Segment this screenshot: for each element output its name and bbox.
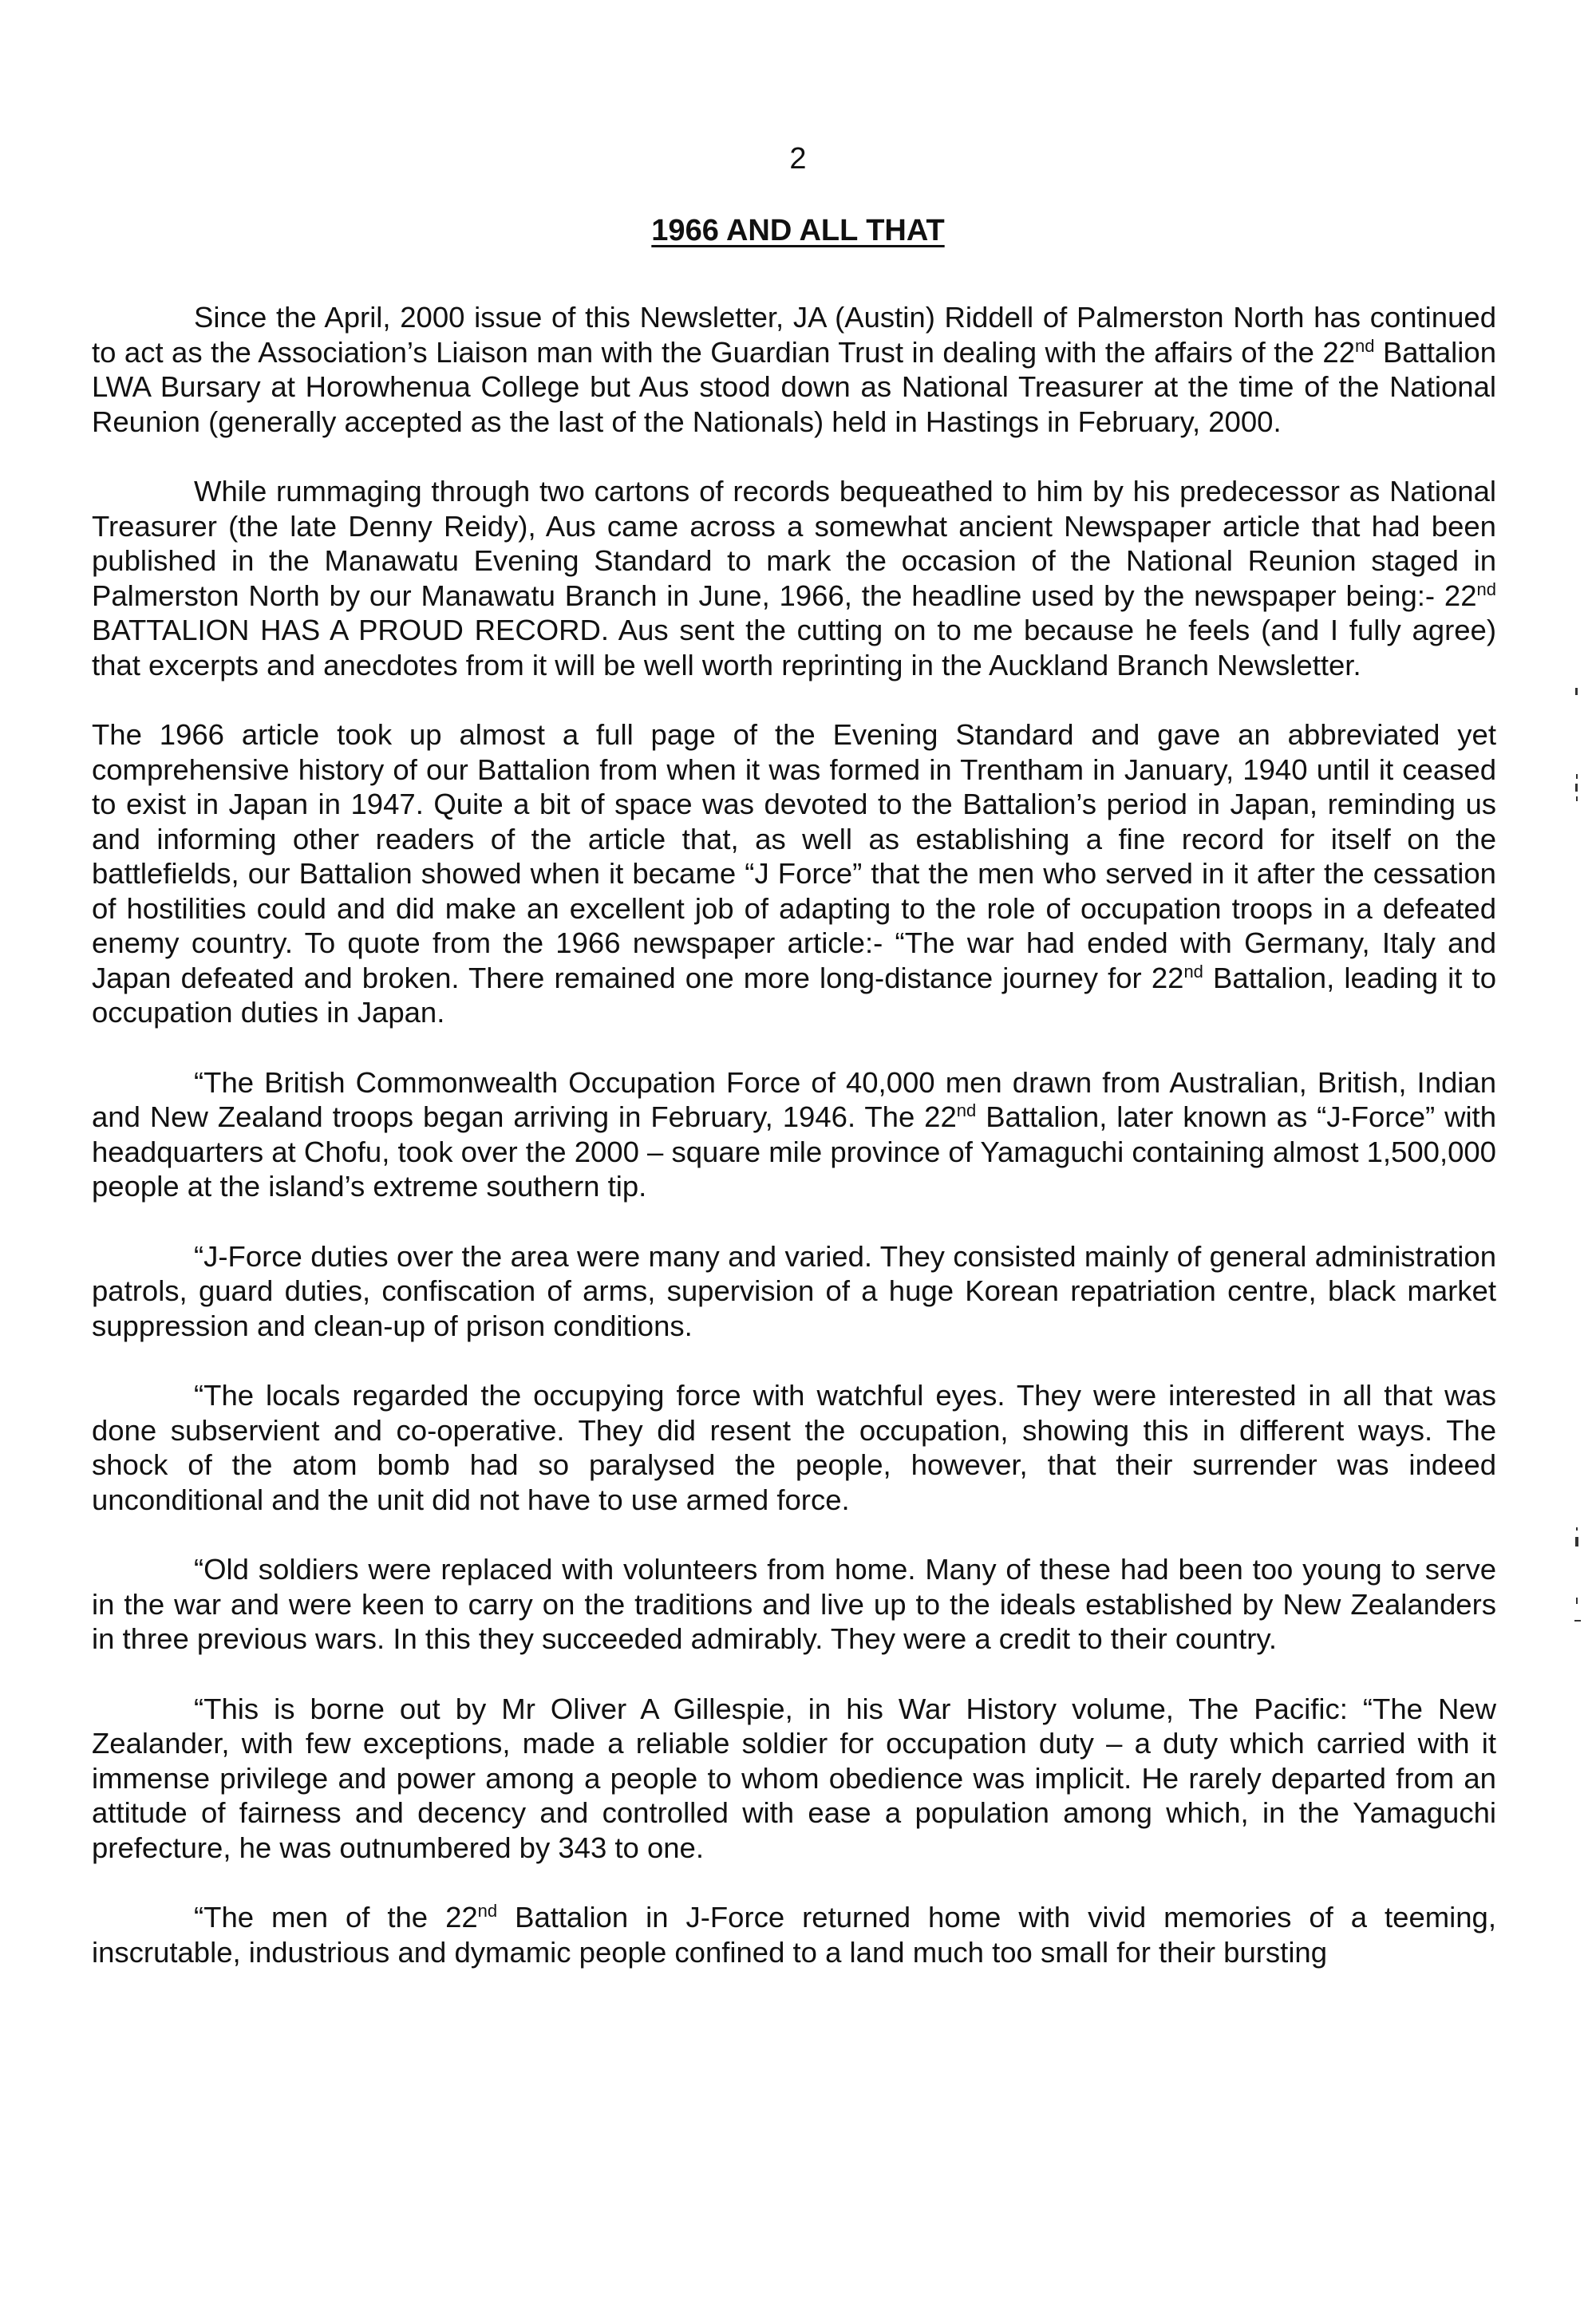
scan-speck-icon — [1574, 1596, 1583, 1628]
paragraph-text: “This is borne out by Mr Oliver A Gillespie, in his War History volume, The Pacific: “The New Zealander, with few exceptions, made a reliable soldier for occupation duty – a duty which carried with it immense privilege and power among a people to whom obedience was implicit. He rarely departed from an attitude of fairness and decency and controlled with ease a population among which, in the Yamaguchi prefecture, he was outnumbered by 343 to one. — [92, 1692, 1496, 1864]
paragraph-text: “J-Force duties over the area were many and varied. They consisted mainly of general administration patrols, guard duties, confiscation of arms, supervision of a huge Korean repatriation centre, black market suppression and clean-up of prison conditions. — [92, 1239, 1496, 1342]
paragraph-8 — [92, 1692, 1496, 1866]
paragraph-text: “The British Commonwealth Occupation Force of 40,000 men drawn from Australian, British, Indian and New Zealand troops began arriving in February, 1946. The 22 — [92, 1065, 1496, 1133]
scan-speck-icon — [1574, 1526, 1580, 1558]
paragraph-text: Battalion LWA Bursary at Horowhenua College but Aus stood down as National Treasurer at the time of the National Reunion (generally accepted as the last of the Nationals) held in Hastings in February, 2000. — [92, 335, 1496, 438]
page-number: 2 — [789, 142, 807, 176]
ordinal-suffix: nd — [1355, 335, 1375, 356]
scan-speck-icon — [1574, 686, 1580, 697]
paragraph-3 — [92, 717, 1496, 1030]
paragraph-2 — [92, 474, 1496, 682]
paragraph-text: The 1966 article took up almost a full page of the Evening Standard and gave an abbreviated yet comprehensive history of our Battalion from when it was formed in Trentham in January, 1940 until it ceased to exist in Japan in 1947. Quite a bit of space was devoted to the Battalion’s period in Japan, reminding us and informing other readers of the article that, as well as establishing a fine record for itself on the battlefields, our Battalion showed when it became “J Force” that the men who served in it after the cessation of hostilities could and did make an excellent job of adapting to the role of occupation troops in a defeated enemy country. To quote from the 1966 newspaper article:- “The war had ended with Germany, Italy and Japan defeated and broken. There remained one more long-distance journey for 22 — [92, 718, 1496, 994]
paragraph-text: While rummaging through two cartons of records bequeathed to him by his predecessor as National Treasurer (the late Denny Reidy), Aus came across a somewhat ancient Newspaper article that had been published in the Manawatu Evening Standard to mark the occasion of the National Reunion staged in Palmerston North by our Manawatu Branch in June, 1966, the headline used by the newspaper being:- 22 — [92, 475, 1496, 612]
paragraph-6 — [92, 1378, 1496, 1517]
ordinal-suffix: nd — [1476, 579, 1496, 599]
paragraph-text: “Old soldiers were replaced with volunteers from home. Many of these had been too young to serve in the war and were keen to carry on the traditions and live up to the ideals established by New Zealanders in three previous wars. In this they succeeded admirably. They were a credit to their country. — [92, 1553, 1496, 1655]
article-body — [92, 300, 1496, 1969]
ordinal-suffix: nd — [1183, 961, 1203, 982]
paragraph-9 — [92, 1900, 1496, 1969]
paragraph-1 — [92, 300, 1496, 439]
paragraph-text: “The locals regarded the occupying force with watchful eyes. They were interested in all that was done subservient and co-operative. They did resent the occupation, showing this in different ways. The shock of the atom bomb had so paralysed the people, however, that their surrender was indeed unconditional and the unit did not have to use armed force. — [92, 1379, 1496, 1516]
paragraph-5 — [92, 1239, 1496, 1344]
paragraph-text: BATTALION HAS A PROUD RECORD. Aus sent the cutting on to me because he feels (and I fully agree) that excerpts and anecdotes from it will be well worth reprinting in the Auckland Branch Newsletter. — [92, 614, 1496, 681]
paragraph-text: “The men of the 22 — [194, 1901, 478, 1934]
article-headline: 1966 AND ALL THAT — [651, 214, 945, 247]
scan-speck-icon — [1574, 772, 1580, 804]
ordinal-suffix: nd — [956, 1100, 977, 1120]
paragraph-text: Since the April, 2000 issue of this Newsletter, JA (Austin) Riddell of Palmerston North has continued to act as the Association’s Liaison man with the Guardian Trust in dealing with the affairs of the 22 — [92, 301, 1496, 369]
paragraph-4 — [92, 1065, 1496, 1204]
paragraph-text: Battalion in J-Force returned home with vivid memories of a teeming, inscrutable, industrious and dymamic people confined to a land much too small for their bursting — [92, 1901, 1496, 1969]
paragraph-7 — [92, 1552, 1496, 1657]
paragraph-text: Battalion, leading it to occupation duties in Japan. — [92, 961, 1496, 1029]
paragraph-text: Battalion, later known as “J-Force” with headquarters at Chofu, took over the 2000 – square mile province of Yamaguchi containing almost 1,500,000 people at the island’s extreme southern tip. — [92, 1100, 1496, 1203]
ordinal-suffix: nd — [477, 1900, 498, 1921]
